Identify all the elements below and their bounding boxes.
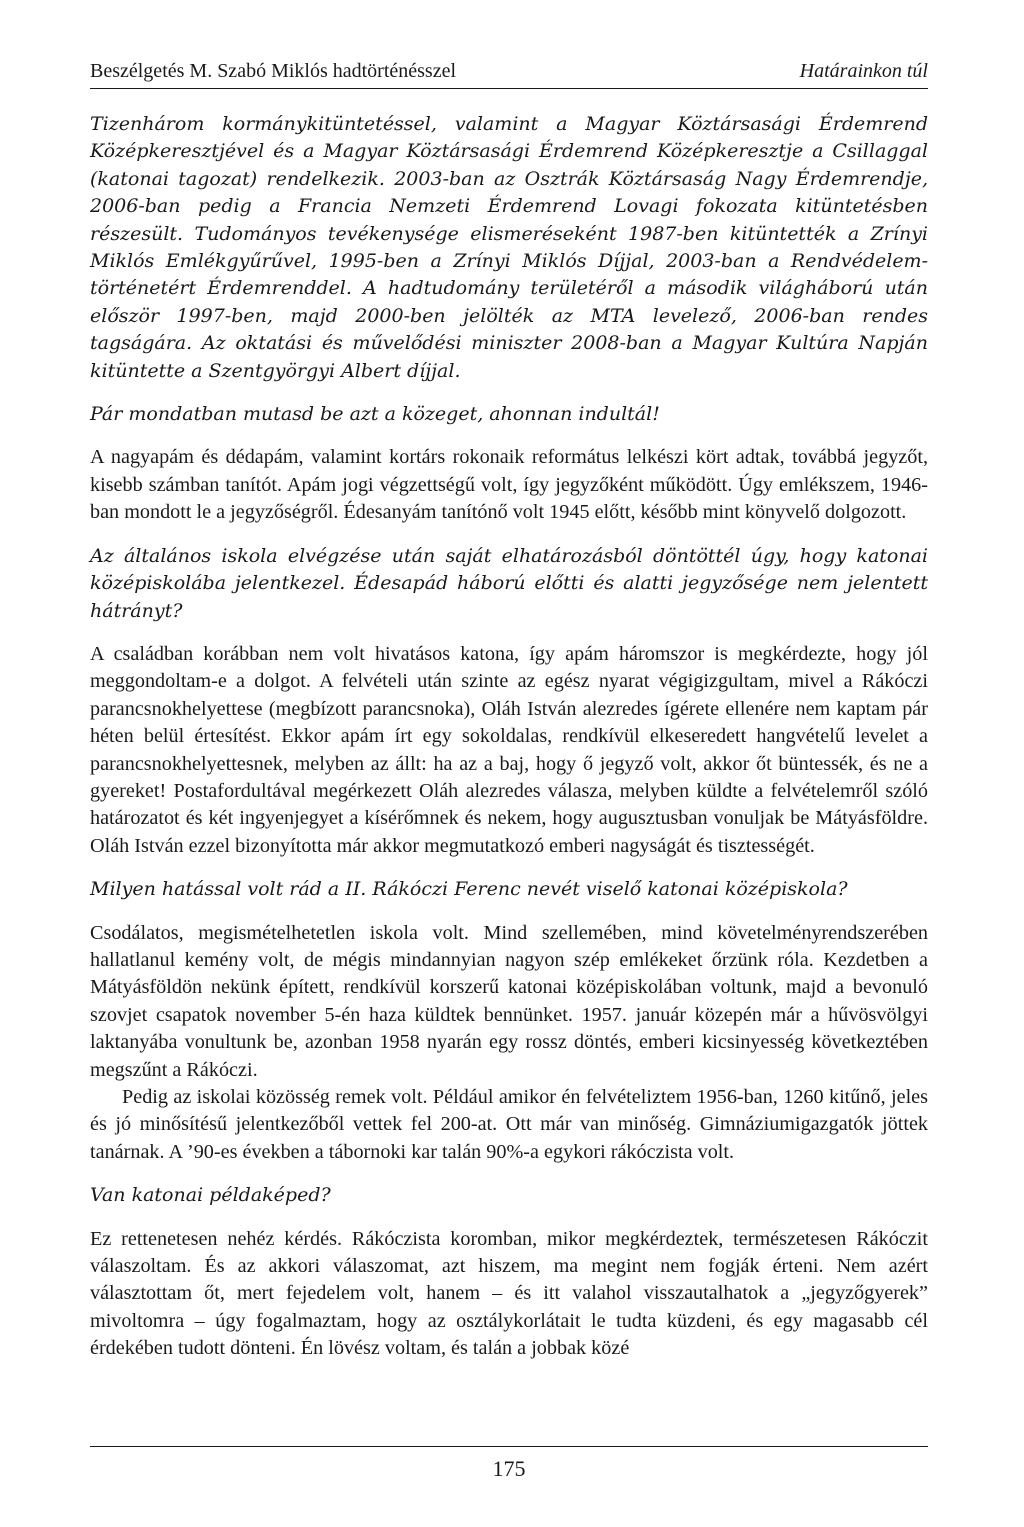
header-title: Beszélgetés M. Szabó Miklós hadtörténésszel xyxy=(90,60,457,82)
question-origin: Pár mondatban mutasd be azt a közeget, ahonnan indultál! xyxy=(90,403,660,426)
answer-origin: A nagyapám és dédapám, valamint kortárs rokonaik református lelkészi kört adtak, továbbá jegyzőt, kisebb számban tanítót. Apám jogi végzettségű volt, így jegyzőként működött. Úgy emlékszem, 1946-ban mondott le a jegyzőségről. Édesanyám tanítónő volt 1945 előtt, később mint könyvelő dolgozott. xyxy=(90,446,928,524)
question-rakoczi-impact: Milyen hatással volt rád a II. Rákóczi Ferenc nevét viselő katonai középiskola? xyxy=(90,878,848,901)
question-role-model: Van katonai példaképed? xyxy=(90,1184,331,1207)
answer-rakoczi-impact-continued: Pedig az iskolai közösség remek volt. Például amikor én felvételiztem 1956-ban, 1260 kitűnő, jeles és jó minősítésű jelentkezőből vettek fel 200-at. Ott már van minőség. Gimnáziumigazgatók jöttek tanárnak. A ’90-es években a tábornoki kar talán 90%-a egykori rákóczista volt. xyxy=(90,1086,928,1163)
page xyxy=(90,58,928,1379)
page-number: 175 xyxy=(492,1456,526,1481)
answer-rakoczi-impact: Csodálatos, megismételhetetlen iskola volt. Mind szellemében, mind követelményrendszerében hallatlanul kemény volt, de mégis mindannyian nagyon szép emlékeket őrzünk róla. Kezdetben a Mátyásföldön nekünk épített, rendkívül korszerű katonai középiskolában voltunk, majd a bevonuló szovjet csapatok november 5-én haza küldtek bennünket. 1957. január közepén már a hűvösvölgyi laktanyába vonultunk be, azonban 1958 nyarán egy rossz döntés, emberi kicsinyesség következtében megszűnt a Rákóczi. xyxy=(90,921,928,1081)
bio-paragraph: Tizenhárom kormánykitüntetéssel, valamint a Magyar Köztársasági Érdemrend Középkeresztjével és a Magyar Köztársasági Érdemrend Középkeresztje a Csillaggal (katonai tagozat) rendelkezik. 2003-ban az Osztrák Köztársaság Nagy Érdemrendje, 2006-ban pedig a Francia Nemzeti Érdemrend Lovagi fokozata kitüntetésben részesült. Tudományos tevékenysége elismeréseként 1987-ben kitüntették a Zrínyi Miklós Emlékgyűrűvel, 1995-ben a Zrínyi Miklós Díjjal, 2003-ban a Rendvédelem-történetért Érdemrenddel. A hadtudomány területéről a második világháború után először 1997-ben, majd 2000-ben jelölték az MTA levelező, 2006-ban rendes tagságára. Az oktatási és művelődési miniszter 2008-ban a Magyar Kultúra Napján kitüntette a Szentgyörgyi Albert díjjal. xyxy=(90,113,928,382)
header-section: Határainkon túl xyxy=(799,60,928,82)
article-body xyxy=(90,111,928,1363)
footer-rule xyxy=(90,1446,928,1447)
answer-role-model: Ez rettenetesen nehéz kérdés. Rákóczista koromban, mikor megkérdeztek, természetesen Rákóczit válaszoltam. És az akkori válaszomat, azt hiszem, ma megint nem fogják érteni. Nem azért választottam őt, mert fejedelem volt, hanem – és itt valahol visszautalhatok a „jegyzőgyerek” mivoltomra – úgy fogalmaztam, hogy az osztálykorlátait le tudta küzdeni, és egy magasabb cél érdekében tudott dönteni. Én lövész voltam, és talán a jobbak közé xyxy=(90,1227,928,1360)
question-military-school: Az általános iskola elvégzése után saját elhatározásból döntöttél úgy, hogy katonai középiskolába jelentkezel. Édesapád háború előtti és alatti jegyzősége nem jelentett hátrányt? xyxy=(90,544,928,622)
running-header xyxy=(90,58,928,89)
answer-military-school: A családban korábban nem volt hivatásos katona, így apám háromszor is megkérdezte, hogy jól meggondoltam-e a dolgot. A felvételi után szinte az egész nyarat végigizgultam, mivel a Rákóczi parancsnokhelyettese (megbízott parancsnoka), Oláh István alezredes ígérete ellenére nem kaptam pár héten belül értesítést. Ekkor apám írt egy sokoldalas, rendkívül elkeseredett hangvételű levelet a parancsnokhelyettesnek, melyben az állt: ha az a baj, hogy ő jegyző volt, akkor őt büntessék, és ne a gyereket! Postafordultával megérkezett Oláh alezredes válasza, melyben küldte a felvételemről szóló határozatot és két ingyenjegyet a kísérőmnek és nekem, hogy augusztusban vonuljak be Mátyásföldre. Oláh István ezzel bizonyította már akkor megmutatkozó emberi nagyságát és tisztességét. xyxy=(90,642,928,857)
